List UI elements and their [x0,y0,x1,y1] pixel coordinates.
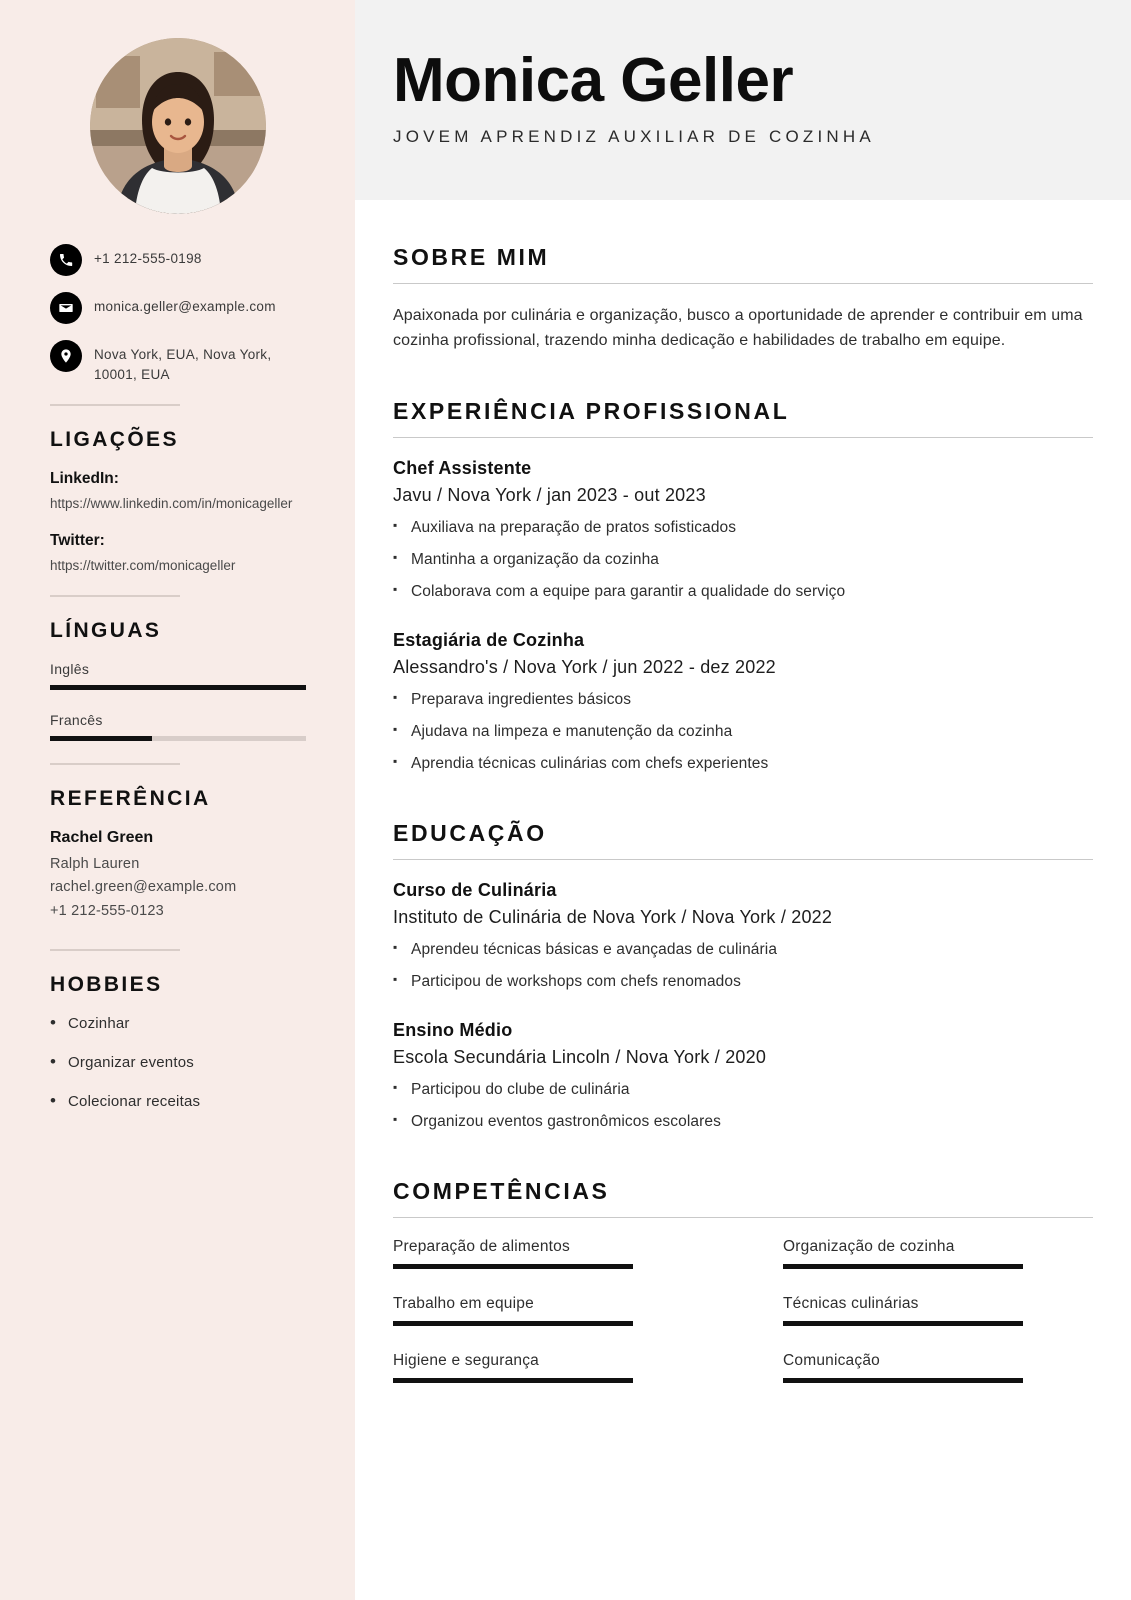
skill-name: Trabalho em equipe [393,1294,534,1312]
avatar-illustration [90,38,266,214]
job-title: JOVEM APRENDIZ AUXILIAR DE COZINHA [393,127,875,147]
experience-heading: EXPERIÊNCIA PROFISSIONAL [393,397,790,424]
phone-icon [50,244,82,276]
skill-level-bar [783,1321,1023,1326]
contact-email-text: monica.geller@example.com [94,299,276,314]
skill-item [783,1295,1093,1326]
experience-entry [393,458,1093,604]
about-heading: SOBRE MIM [393,244,550,270]
list-item: • Cozinhar [50,1015,305,1032]
language-name: Inglês [50,661,90,678]
list-item: ▪ Ajudava na limpeza e manutenção da cozinha [393,720,1093,744]
name-band [355,0,1131,200]
skill-level-fill [783,1321,1023,1326]
skill-level-bar [783,1378,1023,1383]
hobbies-heading: HOBBIES [50,972,163,996]
list-item: ▪ Auxiliava na preparação de pratos sofisticados [393,516,1093,540]
contact-email [50,292,305,324]
contact-list [50,244,305,384]
experience-entry [393,630,1093,776]
skill-level-fill [393,1264,633,1269]
entry-title: Estagiária de Cozinha [393,629,585,650]
links-heading: LIGAÇÕES [50,428,179,452]
education-entry [393,1020,1093,1134]
entry-bullets [393,516,1093,604]
skill-level-fill [783,1378,1023,1383]
skill-level-bar [393,1264,633,1269]
skill-name: Técnicas culinárias [783,1294,919,1312]
link-twitter [50,532,305,576]
sidebar-divider [50,763,180,765]
main-content [355,0,1131,1600]
skill-item [783,1352,1093,1383]
entry-subtitle: Alessandro's / Nova York / jun 2022 - dez 2022 [393,656,776,677]
entry-title: Chef Assistente [393,457,532,478]
list-item: ▪ Preparava ingredientes básicos [393,688,1093,712]
reference-heading: REFERÊNCIA [50,787,211,811]
languages-heading: LÍNGUAS [50,619,162,643]
language-level-fill [50,685,306,690]
list-item: ▪ Participou de workshops com chefs renomados [393,970,1093,994]
contact-location-text: Nova York, EUA, Nova York, 10001, EUA [94,347,272,382]
list-item: • Organizar eventos [50,1054,305,1071]
skill-name: Preparação de alimentos [393,1237,570,1255]
reference-phone: +1 212-555-0123 [50,902,164,919]
language-name: Francês [50,712,103,729]
language-level-fill [50,736,152,741]
language-level-bar [50,736,306,741]
skill-level-fill [783,1264,1023,1269]
bottom-spacer [393,1383,1093,1423]
skill-level-bar [393,1378,633,1383]
skills-grid [393,1238,1093,1383]
list-item: ▪ Mantinha a organização da cozinha [393,548,1093,572]
section-rule [393,859,1093,860]
section-rule [393,283,1093,284]
skill-item [393,1238,703,1269]
list-item: ▪ Organizou eventos gastronômicos escolares [393,1110,1093,1134]
sidebar-divider [50,404,180,406]
education-heading: EDUCAÇÃO [393,819,547,846]
link-twitter-url[interactable]: https://twitter.com/monicageller [50,557,236,573]
hobbies-list [50,1015,305,1110]
reference-name: Rachel Green [50,829,154,847]
sidebar [0,0,355,1600]
language-level-bar [50,685,306,690]
entry-title: Curso de Culinária [393,879,557,900]
language-item [50,712,305,741]
about-text: Apaixonada por culinária e organização, busco a oportunidade de aprender e contribuir em uma cozinha profissional, trazendo minha dedicação e habilidades de trabalho em equipe. [393,307,1083,349]
skills-heading: COMPETÊNCIAS [393,1177,610,1204]
skill-level-fill [393,1321,633,1326]
link-linkedin-url[interactable]: https://www.linkedin.com/in/monicageller [50,496,293,512]
skill-level-bar [393,1321,633,1326]
list-item: ▪ Participou do clube de culinária [393,1078,1093,1102]
link-twitter-label: Twitter: [50,531,105,549]
entry-subtitle: Instituto de Culinária de Nova York / Nova York / 2022 [393,906,833,927]
entry-bullets [393,688,1093,776]
page-title: Monica Geller [393,46,794,115]
link-linkedin-label: LinkedIn: [50,470,119,488]
sidebar-divider [50,595,180,597]
entry-bullets [393,938,1093,994]
entry-subtitle: Escola Secundária Lincoln / Nova York / 2020 [393,1046,767,1067]
section-rule [393,1217,1093,1218]
list-item: • Colecionar receitas [50,1093,305,1110]
location-icon [50,340,82,372]
skill-level-bar [783,1264,1023,1269]
skill-level-fill [393,1378,633,1383]
skill-name: Comunicação [783,1351,880,1369]
contact-phone-text: +1 212-555-0198 [94,251,202,266]
entry-bullets [393,1078,1093,1134]
contact-location [50,340,305,384]
section-about [355,244,1131,1423]
skill-item [783,1238,1093,1269]
reference-company: Ralph Lauren [50,856,140,873]
list-item: ▪ Colaborava com a equipe para garantir a qualidade do serviço [393,580,1093,604]
avatar [90,38,266,214]
skill-name: Higiene e segurança [393,1351,539,1369]
list-item: ▪ Aprendia técnicas culinárias com chefs experientes [393,752,1093,776]
skill-name: Organização de cozinha [783,1237,955,1255]
link-linkedin [50,470,305,514]
skill-item [393,1352,703,1383]
sidebar-divider [50,949,180,951]
skill-item [393,1295,703,1326]
list-item: ▪ Aprendeu técnicas básicas e avançadas de culinária [393,938,1093,962]
email-icon [50,292,82,324]
education-entry [393,880,1093,994]
entry-subtitle: Javu / Nova York / jan 2023 - out 2023 [393,484,706,505]
entry-title: Ensino Médio [393,1019,513,1040]
contact-phone [50,244,305,276]
reference-email[interactable]: rachel.green@example.com [50,879,237,896]
language-item [50,661,305,690]
section-rule [393,437,1093,438]
